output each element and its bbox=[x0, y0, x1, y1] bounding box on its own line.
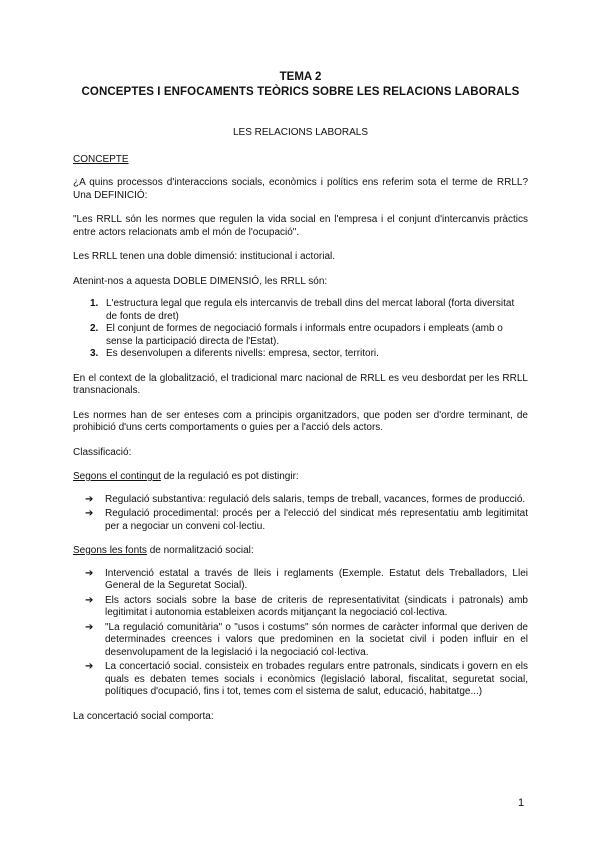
list-item bbox=[73, 568, 528, 593]
section-subtitle: LES RELACIONS LABORALS bbox=[232, 127, 369, 138]
arrow-right-icon: ➔ bbox=[85, 508, 94, 519]
segons-fonts-underlined: Segons les fonts bbox=[73, 545, 147, 556]
list-item-text: Regulació substantiva: regulació dels salaris, temps de treball, vacances, formes de producció. bbox=[105, 493, 526, 505]
list-item-text: "La regulació comunitària" o "usos i costums" són normes de caràcter informal que deriven de determinades creences i valors que predominen en la societat civil i poden influir en el desenvolupament de la legislació i la negociació col·lectiva. bbox=[105, 621, 528, 658]
list-item bbox=[73, 622, 528, 660]
segons-contingut-underlined: Segons el contingut bbox=[73, 471, 161, 482]
arrow-right-icon: ➔ bbox=[85, 567, 94, 579]
concertacio-paragraph: La concertació social comporta: bbox=[73, 710, 214, 722]
definition-paragraph: "Les RRLL són les normes que regulen la vida social en l'empresa i el conjunt d'intercanvis pràctics entre actors relacionats amb el món de l'ocupació". bbox=[73, 214, 528, 238]
list-item bbox=[73, 494, 528, 507]
document-page bbox=[73, 70, 528, 723]
list-item-text: Es desenvolupen a diferents nivells: empresa, sector, territori. bbox=[106, 348, 379, 359]
segons-fonts-paragraph bbox=[73, 545, 528, 558]
arrow-right-icon: ➔ bbox=[85, 621, 94, 633]
arrow-right-icon: ➔ bbox=[85, 493, 94, 505]
list-item-text: Regulació procedimental: procés per a l'elecció del sindicat més representatiu amb legitimitat per a negociar un conveni col·lectiu. bbox=[105, 508, 528, 532]
arrow-right-icon: ➔ bbox=[85, 661, 94, 672]
list-item bbox=[73, 298, 528, 323]
document-title bbox=[73, 70, 528, 100]
list-item bbox=[73, 323, 528, 348]
segons-fonts-rest: de normalització social: bbox=[146, 545, 254, 556]
globalization-paragraph: En el context de la globalització, el tradicional marc nacional de RRLL es veu desbordat per les RRLL transnacionals. bbox=[73, 372, 528, 396]
list-item-text: El conjunt de formes de negociació formals i informals entre ocupadors i empleats (amb o sense la participació directa de l'Estat). bbox=[106, 323, 503, 347]
list-number: 3. bbox=[90, 348, 99, 359]
fonts-list bbox=[73, 568, 528, 699]
contingut-list bbox=[73, 494, 528, 534]
list-item bbox=[73, 595, 528, 620]
title-line2: CONCEPTES I ENFOCAMENTS TEÒRICS SOBRE LES RELACIONS LABORALS bbox=[81, 86, 520, 98]
numbered-list bbox=[73, 298, 528, 361]
title-line1: TEMA 2 bbox=[279, 71, 322, 83]
segons-contingut-rest: de la regulació es pot distingir: bbox=[160, 471, 299, 482]
list-number: 2. bbox=[90, 323, 99, 334]
list-item-text: La concertació social. consisteix en trobades regulars entre patronals, sindicats i govern en els quals es debaten temes socials i econòmics (legislació laboral, fiscalitat, seguretat social, polítiques d'ocupació, fins i tot, temes com el sistema de salut, educació, habitatge...) bbox=[105, 661, 528, 697]
double-dimension-paragraph: Les RRLL tenen una doble dimensió: institucional i actorial. bbox=[73, 251, 336, 262]
list-number: 1. bbox=[90, 298, 99, 309]
list-item-text: Els actors socials sobre la base de criteris de representativitat (sindicats i patronals) amb legitimitat i autonomia estableixen acords mitjançant la negociació col·lectiva. bbox=[105, 594, 528, 618]
list-item-text: Intervenció estatal a través de lleis i reglaments (Exemple. Estatut dels Treballadors, Llei General de la Seguretat Social). bbox=[105, 567, 528, 591]
segons-contingut-paragraph bbox=[73, 471, 528, 484]
list-item bbox=[73, 661, 528, 699]
list-item bbox=[73, 508, 528, 533]
arrow-right-icon: ➔ bbox=[85, 594, 94, 606]
classificacio-label: Classificació: bbox=[73, 446, 132, 458]
list-item-text: L'estructura legal que regula els intercanvis de treball dins del mercat laboral (forta diversitat de fonts de dret) bbox=[106, 298, 515, 322]
list-item bbox=[73, 348, 528, 361]
norms-paragraph: Les normes han de ser enteses com a principis organitzadors, que poden ser d'ordre terminant, de prohibició d'uns certs comportaments o guies per a l'acció dels actors. bbox=[73, 409, 528, 433]
page-number: 1 bbox=[518, 797, 525, 809]
question-paragraph: ¿A quins processos d'interaccions socials, econòmics i polítics ens referim sota el terme de RRLL? Una DEFINICIÓ: bbox=[73, 177, 528, 201]
atenint-paragraph: Atenint-nos a aquesta DOBLE DIMENSIÓ, les RRLL són: bbox=[73, 275, 328, 287]
heading-concepte: CONCEPTE bbox=[73, 154, 129, 165]
